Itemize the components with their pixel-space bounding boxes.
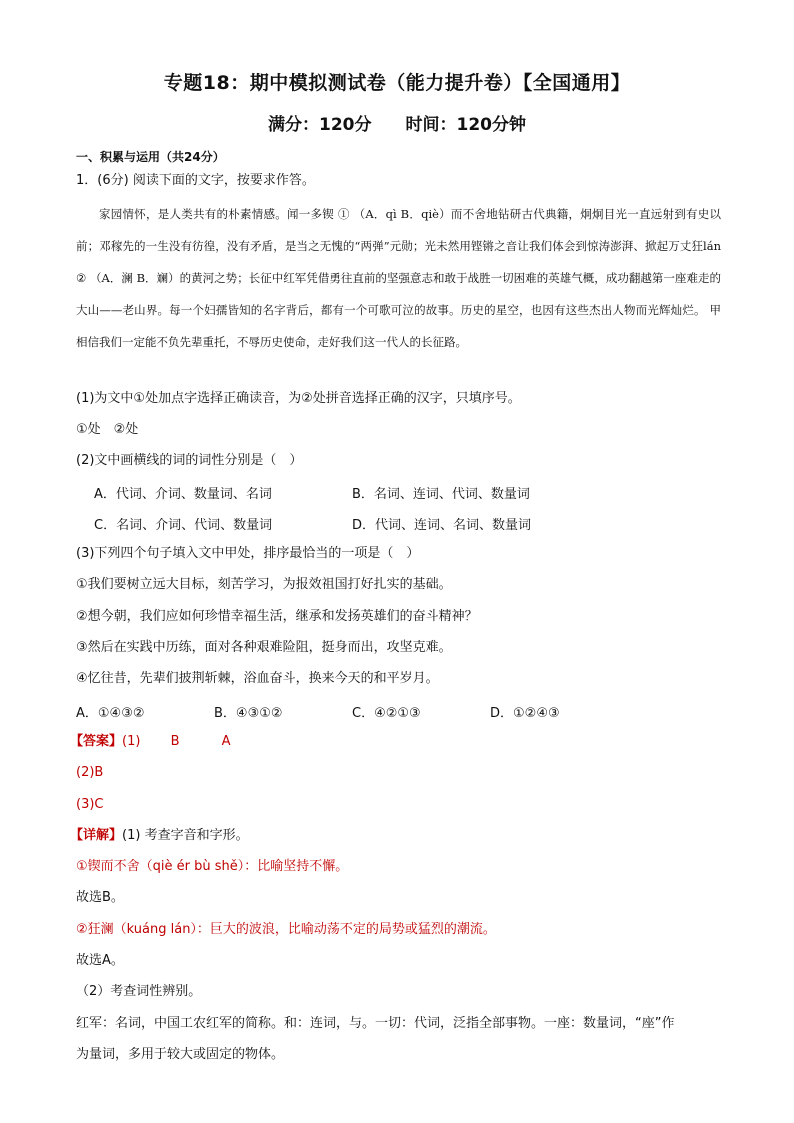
sub-question-2: (2)文中画横线的词的词性分别是（ ） (76, 453, 303, 468)
option-3a: A．①④③② (76, 706, 145, 721)
answer-3: (3)C (76, 797, 104, 812)
option-3c: C．④②①③ (352, 706, 421, 721)
page-subtitle: 满分：120分 时间：120分钟 (268, 115, 526, 135)
question-stem: 1．(6分) 阅读下面的文字，按要求作答。 (76, 173, 315, 188)
option-3b: B．④③①② (214, 706, 283, 721)
option-2b: B．名词、连词、代词、数量词 (352, 487, 530, 502)
detail-intro: (1) 考查字音和字形。 (122, 828, 249, 843)
option-2a: A．代词、介词、数量词、名词 (94, 487, 272, 502)
section-heading: 一、积累与运用（共24分） (76, 150, 225, 164)
detail-choose-2: 故选A。 (76, 953, 124, 968)
sentence-2: ②想今朝，我们应如何珍惜幸福生活，继承和发扬英雄们的奋斗精神？ (76, 609, 478, 624)
sentence-4: ④忆往昔，先辈们披荆斩棘，浴血奋斗，换来今天的和平岁月。 (76, 671, 439, 686)
sub-question-3: (3)下列四个句子填入文中甲处，排序最恰当的一项是（ ） (76, 546, 420, 561)
detail-part-2: （2）考查词性辨别。 (76, 984, 202, 999)
answer-label: 【答案】 (70, 734, 123, 749)
option-2c: C．名词、介词、代词、数量词 (94, 518, 273, 533)
detail-item-1: ①锲而不舍（qiè ér bù shě）：比喻坚持不懈。 (76, 859, 349, 874)
option-2d: D．代词、连词、名词、数量词 (352, 518, 532, 533)
sub-question-1: (1)为文中①处加点字选择正确读音，为②处拼音选择正确的汉字，只填序号。 (76, 391, 521, 406)
detail-row (70, 827, 715, 845)
sub-question-1-blanks: ①处 ②处 (76, 422, 139, 437)
reading-passage (76, 198, 721, 358)
detail-part-2-text-1: 红军：名词，中国工农红军的简称。和：连词，与。一切：代词，泛指全部事物。一座：数量词，“座”作 (76, 1016, 675, 1031)
passage-text: 家园情怀，是人类共有的朴素情感。闻一多锲 ① （A．qì B．qiè）而不舍地钻研古代典籍，炯炯目光一直远射到有史以前；邓稼先的一生没有彷徨，没有矛盾，是当之无愧的“两弹”元勋；光未然用铿锵之音让我们体会到惊涛澎湃、掀起万丈狂lán ② （A．澜 B．斓）的黄河之势；长征中红军凭借勇往直前的坚强意志和敢于战胜一切困难的英雄气概，成功翻越第一座难走的大山——老山界。每一个妇孺皆知的名字背后，都有一个可歌可泣的故事。历史的星空，也因有这些杰出人物而光辉灿烂。 甲 相信我们一定能不负先辈重托，不辱历史使命，走好我们这一代人的长征路。 (76, 207, 721, 349)
answer-row (70, 733, 715, 751)
option-3d: D．①②④③ (490, 706, 560, 721)
answer-1-prefix: (1) (122, 734, 141, 749)
answer-1-second: A (221, 734, 231, 749)
detail-label: 【详解】 (70, 828, 123, 843)
detail-item-2: ②狂澜（kuáng lán）：巨大的波浪，比喻动荡不定的局势或猛烈的潮流。 (76, 922, 496, 937)
answer-2: (2)B (76, 765, 104, 780)
answer-1-first: B (170, 734, 180, 749)
detail-part-2-text-2: 为量词，多用于较大或固定的物体。 (76, 1047, 285, 1062)
detail-choose-1: 故选B。 (76, 890, 124, 905)
sentence-3: ③然后在实践中历练，面对各种艰难险阻，挺身而出，攻坚克难。 (76, 640, 452, 655)
sentence-1: ①我们要树立远大目标，刻苦学习，为报效祖国打好扎实的基础。 (76, 577, 452, 592)
page-title: 专题18：期中模拟测试卷（能力提升卷）【全国通用】 (163, 72, 631, 94)
